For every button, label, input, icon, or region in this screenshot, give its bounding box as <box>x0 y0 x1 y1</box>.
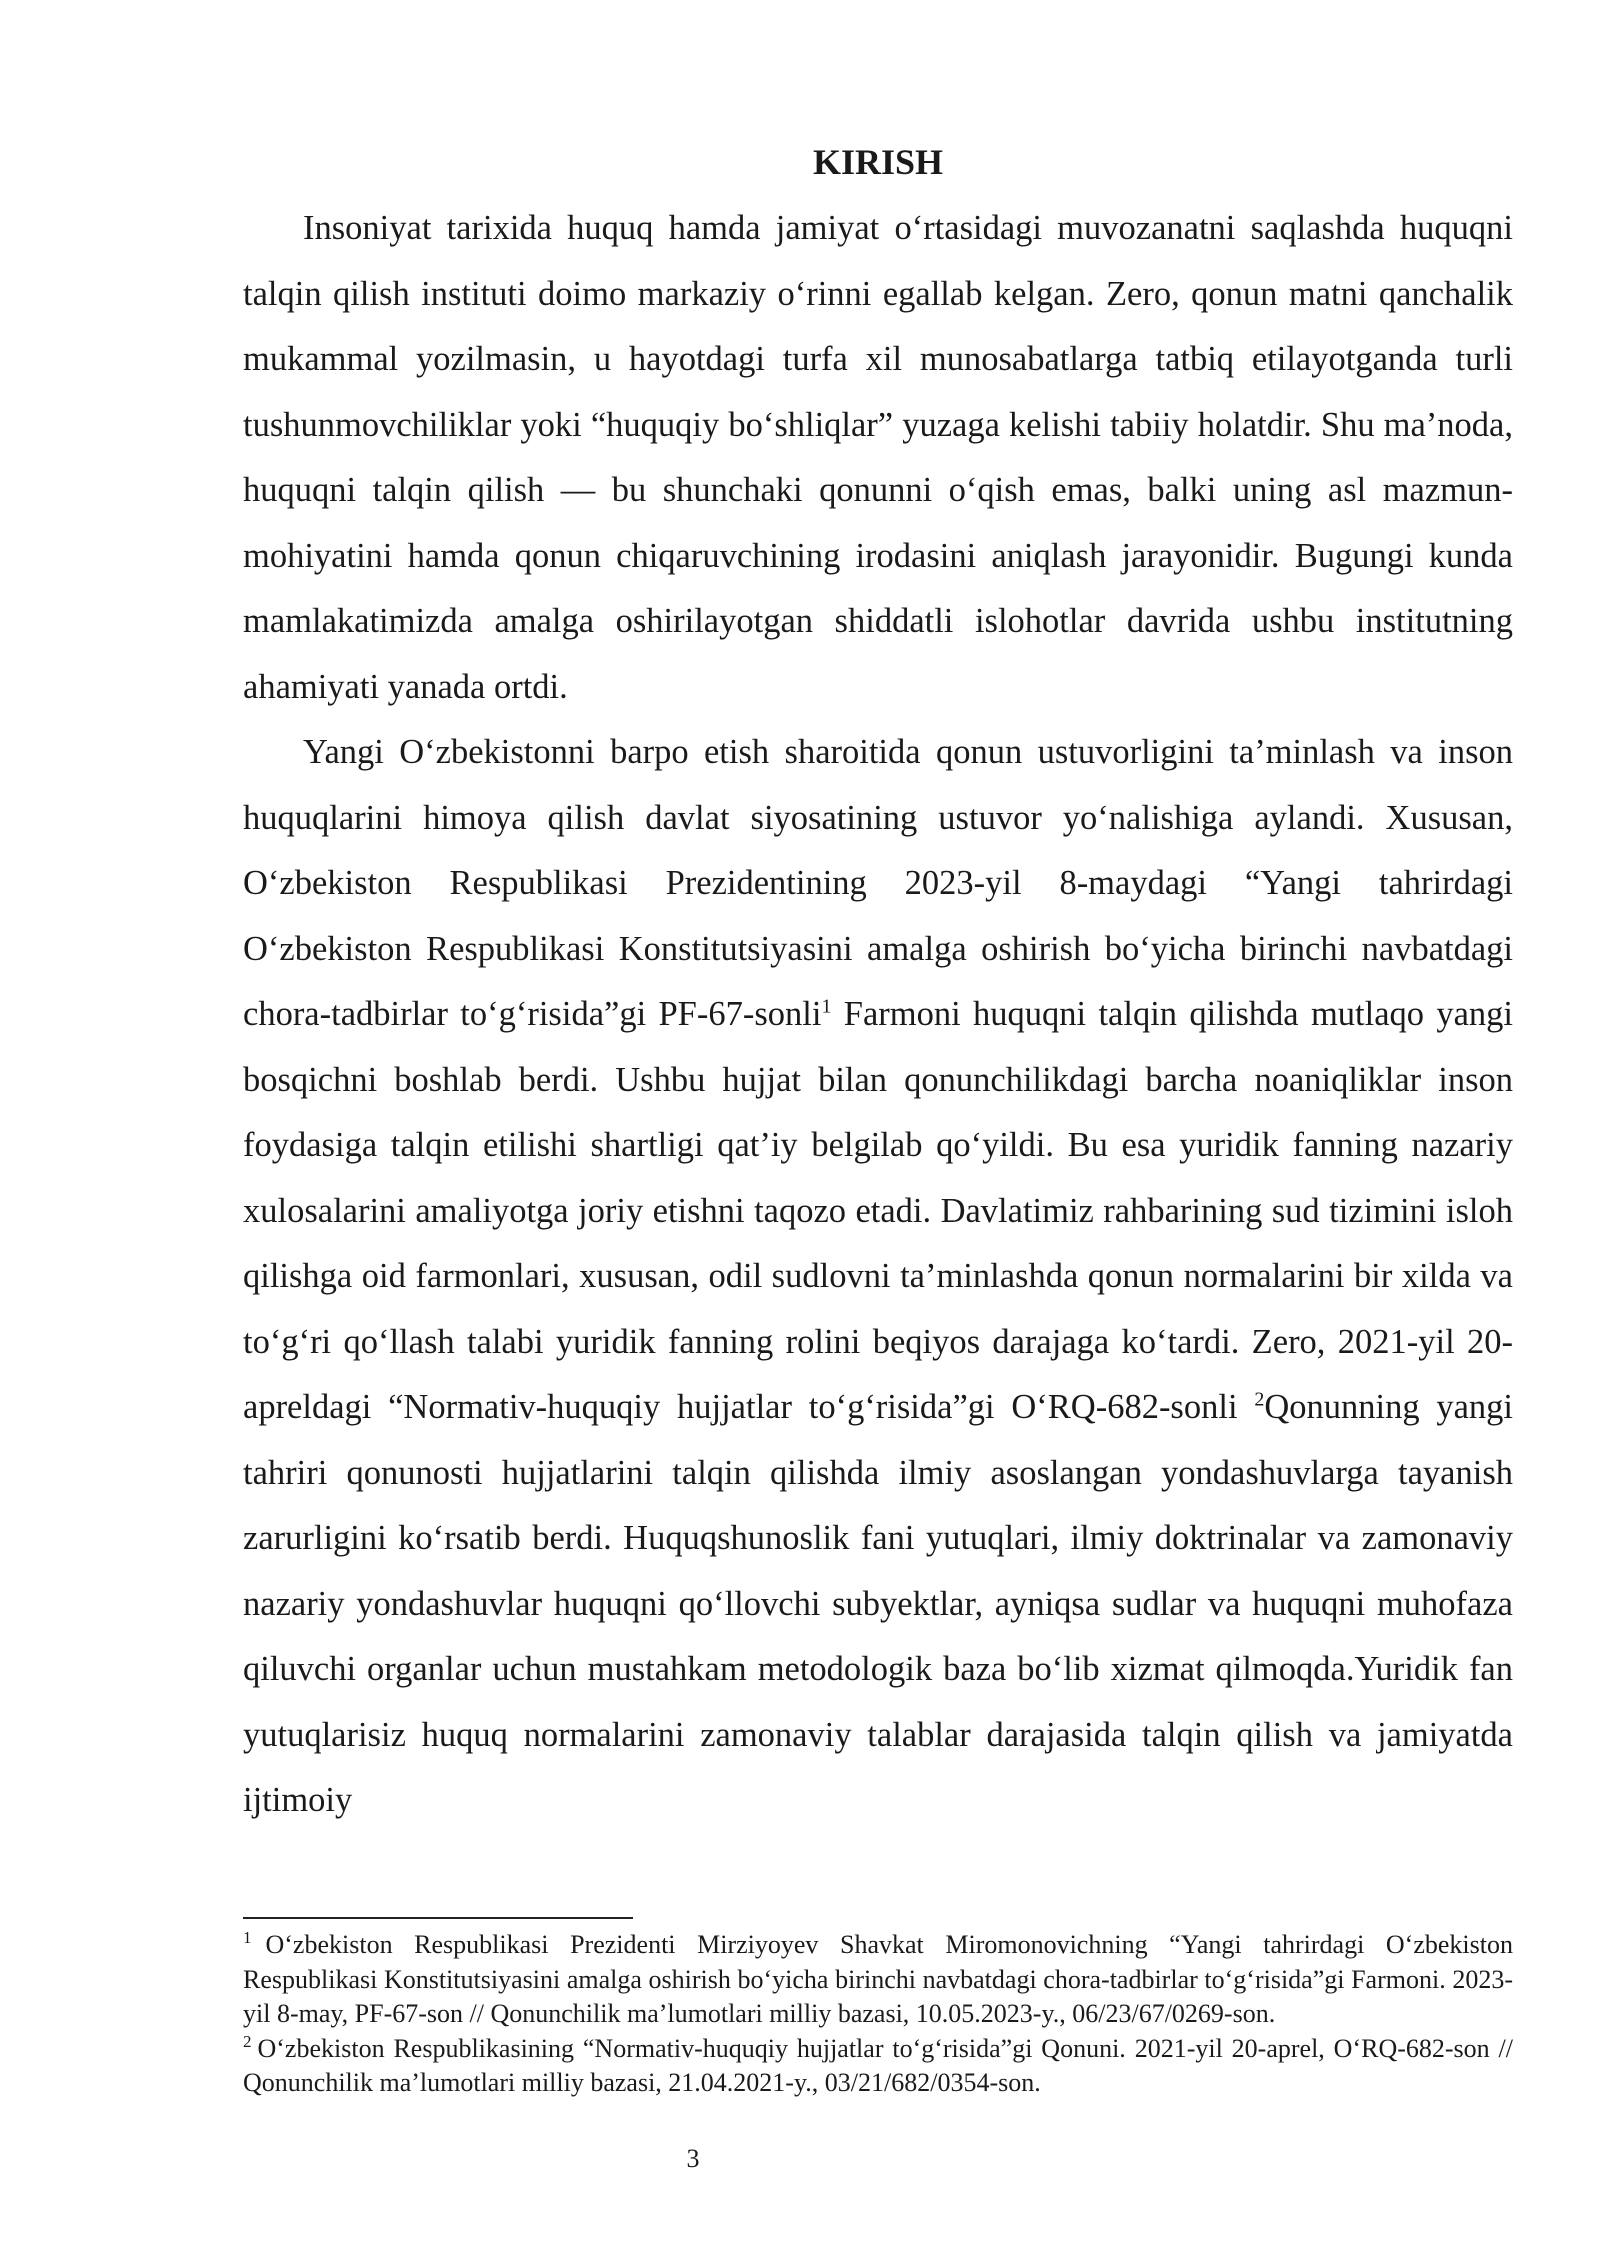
footnote-2-text: O‘zbekiston Respublikasining “Normativ-huquqiy hujjatlar to‘g‘risida”gi Qonuni. 2021-yil 20-aprel, O‘RQ-682-son // Qonunchilik ma’lumotlari milliy bazasi, 21.04.2021-y., 03/21/682/0354-son. <box>243 2033 1513 2097</box>
footnote-ref-2[interactable]: 2 <box>1254 1388 1265 1411</box>
footnotes <box>243 1928 1513 2101</box>
section-heading: KIRISH <box>812 142 944 182</box>
paragraph-2 <box>243 720 1513 1834</box>
paragraph-2-part-a: Yangi O‘zbekistonni barpo etish sharoitida qonun ustuvorligini ta’minlash va inson huquqlarini himoya qilish davlat siyosatining ustuvor yo‘nalishiga aylandi. Xususan, O‘zbekiston Respublikasi Prezidentining 2023-yil 8-maydagi “Yangi tahrirdagi O‘zbekiston Respublikasi Konstitutsiyasini amalga oshirish bo‘yicha birinchi navbatdagi chora-tadbirlar to‘g‘risida”gi PF-67-sonli <box>243 733 1513 1033</box>
footnote-1-mark: 1 <box>243 1928 252 1948</box>
footnote-2 <box>243 2032 1513 2101</box>
footnote-2-mark: 2 <box>243 2031 252 2051</box>
paragraph-1: Insoniyat tarixida huquq hamda jamiyat o‘rtasidagi muvozanatni saqlashda huquqni talqin qilish instituti doimo markaziy o‘rinni egallab kelgan. Zero, qonun matni qanchalik mukammal yozilmasin, u hayotdagi turfa xil munosabatlarga tatbiq etilayotganda turli tushunmovchiliklar yoki “huquqiy bo‘shliqlar” yuzaga kelishi tabiiy holatdir. Shu ma’noda, huquqni talqin qilish — bu shunchaki qonunni o‘qish emas, balki uning asl mazmun-mohiyatini hamda qonun chiqaruvchining irodasini aniqlash jarayonidir. Bugungi kunda mamlakatimizda amalga oshirilayotgan shiddatli islohotlar davrida ushbu institutning ahamiyati yanada ortdi. <box>243 209 1513 706</box>
footnote-1-text: O‘zbekiston Respublikasi Prezidenti Mirziyoyev Shavkat Miromonovichning “Yangi tahrirdagi O‘zbekiston Respublikasi Konstitutsiyasini amalga oshirish bo‘yicha birinchi navbatdagi chora-tadbirlar to‘g‘risida”gi Farmoni. 2023-yil 8-may, PF-67-son // Qonunchilik ma’lumotlari milliy bazasi, 10.05.2023-y., 06/23/67/0269-son. <box>243 1930 1513 2028</box>
body-text <box>243 196 1513 1834</box>
section-heading-container <box>243 138 1513 186</box>
footnote-ref-1[interactable]: 1 <box>821 995 832 1018</box>
paragraph-2-part-c: Qonunning yangi tahriri qonunosti hujjatlarini talqin qilishda ilmiy asoslangan yondashuvlarga tayanish zarurligini ko‘rsatib berdi. Huquqshunoslik fani yutuqlari, ilmiy doktrinalar va zamonaviy nazariy yondashuvlar huquqni qo‘llovchi subyektlar, ayniqsa sudlar va huquqni muhofaza qiluvchi organlar uchun mustahkam metodologik baza bo‘lib xizmat qilmoqda.Yuridik fan yutuqlarisiz huquq normalarini zamonaviy talablar darajasida talqin qilish va jamiyatda ijtimoiy <box>243 1388 1513 1819</box>
page-number: 3 <box>686 2144 700 2173</box>
footnote-separator <box>243 1917 633 1919</box>
paragraph-2-part-b: Farmoni huquqni talqin qilishda mutlaqo yangi bosqichni boshlab berdi. Ushbu hujjat bilan qonunchilikdagi barcha noaniqliklar inson foydasiga talqin etilishi shartligi qat’iy belgilab qo‘yildi. Bu esa yuridik fanning nazariy xulosalarini amaliyotga joriy etishni taqozo etadi. Davlatimiz rahbarining sud tizimini isloh qilishga oid farmonlari, xususan, odil sudlovni ta’minlashda qonun normalarini bir xilda va to‘g‘ri qo‘llash talabi yuridik fanning rolini beqiyos darajaga ko‘tardi. Zero, 2021-yil 20-apreldagi “Normativ-huquqiy hujjatlar to‘g‘risida”gi O‘RQ-682-sonli <box>243 995 1513 1426</box>
footnote-1 <box>243 1928 1513 2032</box>
